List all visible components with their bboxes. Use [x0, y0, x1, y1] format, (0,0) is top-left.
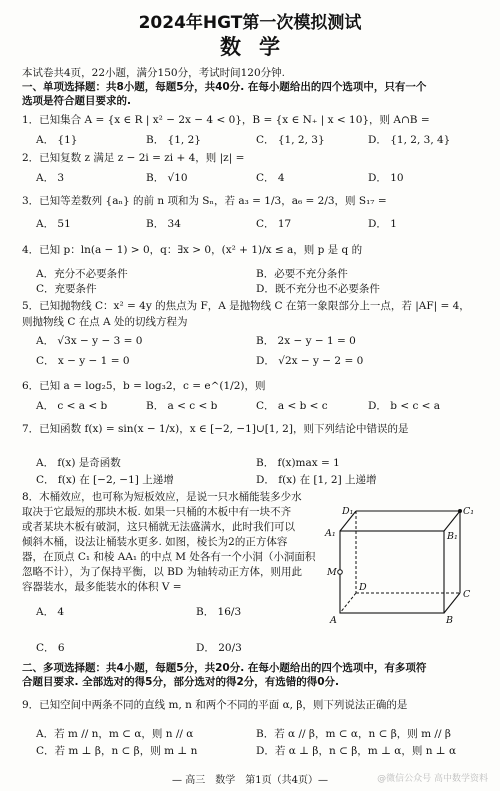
q8-option-d[interactable]: D． 20/3: [196, 642, 242, 654]
q1-option-d[interactable]: D． {1, 2, 3, 4}: [368, 134, 451, 146]
q8-stem-line: 取决于它最短的那块木板. 如果一只桶的木板中有一块不齐: [22, 506, 292, 518]
q8-stem-line: 忽略不计），为了保持平衡，以 BD 为轴转动正方体，则用此: [22, 566, 303, 578]
q9-option-d[interactable]: D．若 α ⊥ β，n ⊂ β，m ⊥ α，则 n ⊥ α: [256, 745, 457, 757]
section2-heading-cont: 合题目要求. 全部选对的得5分，部分选对的得2分，有选错的得0分.: [22, 676, 340, 688]
label-d1: D₁: [342, 506, 354, 517]
label-b: B: [446, 615, 453, 626]
exam-info: 本试卷共4页，22小题，满分150分，考试时间120分钟.: [22, 67, 285, 79]
q4-option-a[interactable]: A．充分不必要条件: [36, 268, 128, 280]
q7-option-a[interactable]: A． f(x) 是奇函数: [36, 457, 121, 469]
q9-stem: 9．已知空间中两条不同的直线 m, n 和两个不同的平面 α, β，则下列说法正确的是: [22, 699, 408, 711]
q8-option-b[interactable]: B． 16/3: [196, 606, 242, 618]
q8-stem-line: 或者某块木板有破洞，这只桶就无法盛满水，此时我们可以: [22, 521, 295, 533]
q5-stem: 5．已知抛物线 C：x² = 4y 的焦点为 F，A 是抛物线 C 在第一象限部分上一点，若 |AF| = 4，: [22, 300, 470, 312]
q2-option-c[interactable]: C． 4: [256, 172, 285, 184]
q5-option-a[interactable]: A． √3x − y − 3 = 0: [36, 335, 143, 347]
q3-option-c[interactable]: C． 17: [256, 218, 292, 230]
label-a1: A₁: [325, 528, 336, 539]
q1-option-b[interactable]: B． {1, 2}: [146, 134, 201, 146]
q5-option-c[interactable]: C． x − y − 1 = 0: [36, 355, 130, 367]
q7-option-b[interactable]: B． f(x)max = 1: [256, 457, 340, 469]
q7-option-d[interactable]: D． f(x) 在 [1, 2] 上递增: [256, 474, 377, 486]
q6-option-b[interactable]: B． a < c < b: [146, 400, 218, 412]
q2-option-a[interactable]: A． 3: [36, 172, 65, 184]
q6-stem: 6．已知 a = log₂5，b = log₃2，c = e^(1/2)，则: [22, 380, 266, 392]
q7-option-c[interactable]: C． f(x) 在 [−2, −1] 上递增: [36, 474, 174, 486]
subject-title: 数学: [220, 35, 298, 59]
q2-stem: 2．已知复数 z 满足 z − 2i = zi + 4，则 |z| =: [22, 152, 245, 164]
edge-c1b1: [444, 511, 460, 531]
q8-stem-line: 倾斜木桶，设法让桶装水更多. 如图，棱长为2的正方体容: [22, 536, 288, 548]
q8-option-c[interactable]: C． 6: [36, 642, 65, 654]
edge-cb: [444, 593, 460, 613]
q4-stem: 4．已知 p：ln(a − 1) > 0，q：∃x > 0，(x² + 1)/x ≤ a，则 p 是 q 的: [22, 244, 363, 256]
q1-option-c[interactable]: C． {1, 2, 3}: [256, 134, 325, 146]
exam-title: 2024年HGT第一次模拟测试: [138, 13, 362, 33]
q9-option-a[interactable]: A．若 m // n，m ⊂ α，则 n // α: [36, 728, 194, 740]
cube-figure: [318, 505, 480, 633]
label-m: M: [327, 567, 337, 578]
q4-option-c[interactable]: C．充要条件: [36, 283, 97, 295]
q1-stem: 1．已知集合 A = {x ∈ R | x² − 2x − 4 < 0}，B = {x ∈ N₊ | x < 10}，则 A∩B =: [22, 114, 430, 126]
hole-m: [338, 570, 343, 575]
q8-stem-line: 容器装水，最多能装水的体积 V =: [22, 581, 182, 593]
hidden-edge-da: [340, 593, 356, 613]
q7-stem: 7．已知函数 f(x) = sin(x − 1/x)，x ∈ [−2, −1]∪[1, 2]，则下列结论中错误的是: [22, 423, 409, 435]
q6-option-c[interactable]: C． a < b < c: [256, 400, 328, 412]
hole-c1: [458, 509, 462, 513]
q2-option-b[interactable]: B． √10: [146, 172, 188, 184]
q9-option-b[interactable]: B．若 α // β，m ⊂ α，n ⊂ β，则 m // β: [256, 728, 451, 740]
q6-option-d[interactable]: D． b < c < a: [368, 400, 441, 412]
watermark: @微信公众号 高中数学资料: [377, 774, 488, 784]
q8-option-a[interactable]: A． 4: [36, 606, 65, 618]
q4-option-b[interactable]: B．必要不充分条件: [256, 268, 348, 280]
label-c1: C₁: [463, 506, 475, 517]
label-c: C: [463, 589, 471, 600]
q5-option-d[interactable]: D． √2x − y − 2 = 0: [256, 355, 364, 367]
section2-heading: 二、多项选择题：共4小题，每题5分，共20分. 在每小题给出的四个选项中，有多项符: [22, 662, 427, 674]
label-a: A: [330, 615, 337, 626]
q9-option-c[interactable]: C．若 m ⊥ β，n ⊂ β，则 m ⊥ n: [36, 745, 198, 757]
q2-option-d[interactable]: D． 10: [368, 172, 404, 184]
label-b1: B₁: [447, 531, 458, 542]
q6-option-a[interactable]: A． c < a < b: [36, 400, 108, 412]
q4-option-d[interactable]: D．既不充分也不必要条件: [256, 283, 380, 295]
section1-heading-cont: 选项是符合题目要求的.: [22, 95, 131, 107]
label-d: D: [359, 582, 367, 593]
q5-option-b[interactable]: B． 2x − y − 1 = 0: [256, 335, 356, 347]
page-footer: — 高三 数学 第1页（共4页）—: [172, 775, 328, 786]
q3-stem: 3．已知等差数列 {aₙ} 的前 n 项和为 Sₙ，若 a₃ = 1/3，a₆ = 2/3，则 S₁₇ =: [22, 195, 387, 207]
q8-stem-line: 器，在顶点 C₁ 和棱 AA₁ 的中点 M 处各有一个小洞（小洞面积: [22, 551, 316, 563]
q3-option-a[interactable]: A． 51: [36, 218, 71, 230]
section1-heading: 一、单项选择题：共8小题，每题5分，共40分. 在每小题给出的四个选项中，只有一个: [22, 81, 427, 93]
q3-option-d[interactable]: D． 1: [368, 218, 397, 230]
q1-option-a[interactable]: A． {1}: [36, 134, 78, 146]
q8-stem-line: 8．木桶效应，也可称为短板效应，是说一只水桶能装多少水: [22, 491, 302, 503]
q3-option-b[interactable]: B． 34: [146, 218, 181, 230]
q5-stem-cont: 则抛物线 C 在点 A 处的切线方程为: [22, 316, 188, 328]
